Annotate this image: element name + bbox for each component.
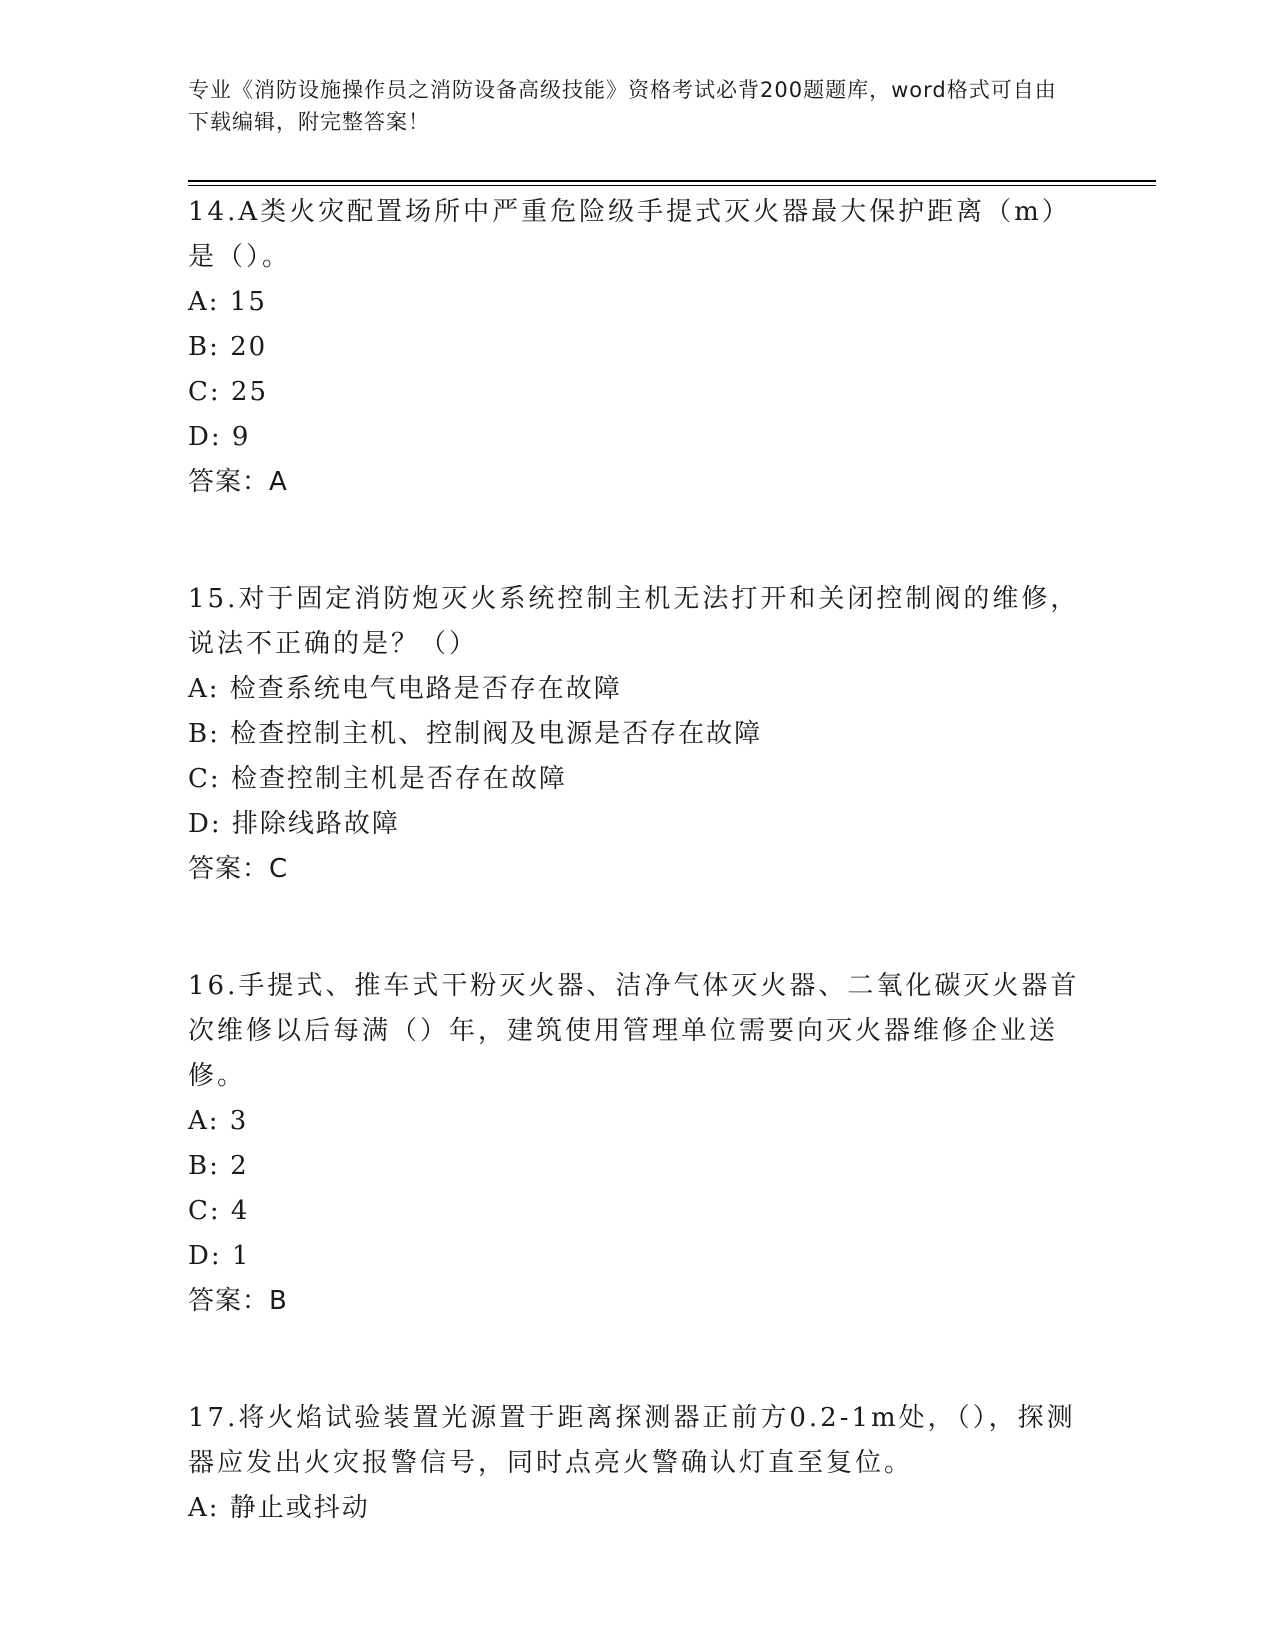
question-text: 16.手提式、推车式干粉灭火器、洁净气体灭火器、二氧化碳灭火器首次维修以后每满（）年，建筑使用管理单位需要向灭火器维修企业送修。: [188, 971, 1080, 1091]
question-15: [188, 577, 1088, 892]
answer: 答案：C: [188, 854, 289, 884]
option-c: C: 检查控制主机是否存在故障: [188, 764, 567, 794]
header-divider-thin: [188, 185, 1156, 186]
option-c: C: 25: [188, 377, 269, 407]
option-b: B: 20: [188, 332, 268, 362]
answer: 答案：B: [188, 1286, 288, 1316]
option-c: C: 4: [188, 1196, 250, 1226]
option-a: A: 15: [188, 287, 267, 317]
option-d: D: 1: [188, 1241, 251, 1271]
question-text: 17.将火焰试验装置光源置于距离探测器正前方0.2-1m处，（），探测器应发出火灾报警信号，同时点亮火警确认灯直至复位。: [188, 1403, 1076, 1478]
question-text: 15.对于固定消防炮灭火系统控制主机无法打开和关闭控制阀的维修，说法不正确的是？（）: [188, 584, 1080, 659]
question-14: [188, 190, 1088, 505]
option-b: B: 2: [188, 1151, 249, 1181]
question-17: [188, 1396, 1088, 1531]
question-list: [188, 190, 1088, 1531]
option-d: D: 9: [188, 422, 251, 452]
option-a: A: 检查系统电气电路是否存在故障: [188, 674, 622, 704]
option-b: B: 检查控制主机、控制阀及电源是否存在故障: [188, 719, 763, 749]
option-d: D: 排除线路故障: [188, 809, 400, 839]
question-16: [188, 964, 1088, 1324]
answer: 答案：A: [188, 467, 288, 497]
question-text: 14.A类火灾配置场所中严重危险级手提式灭火器最大保护距离（m）是（）。: [188, 197, 1071, 272]
option-a: A: 3: [188, 1106, 249, 1136]
document-header: 专业《消防设施操作员之消防设备高级技能》资格考试必背200题题库，word格式可自由下载编辑，附完整答案！: [188, 78, 1057, 134]
header-divider-thick: [188, 180, 1156, 182]
option-a: A: 静止或抖动: [188, 1493, 370, 1523]
